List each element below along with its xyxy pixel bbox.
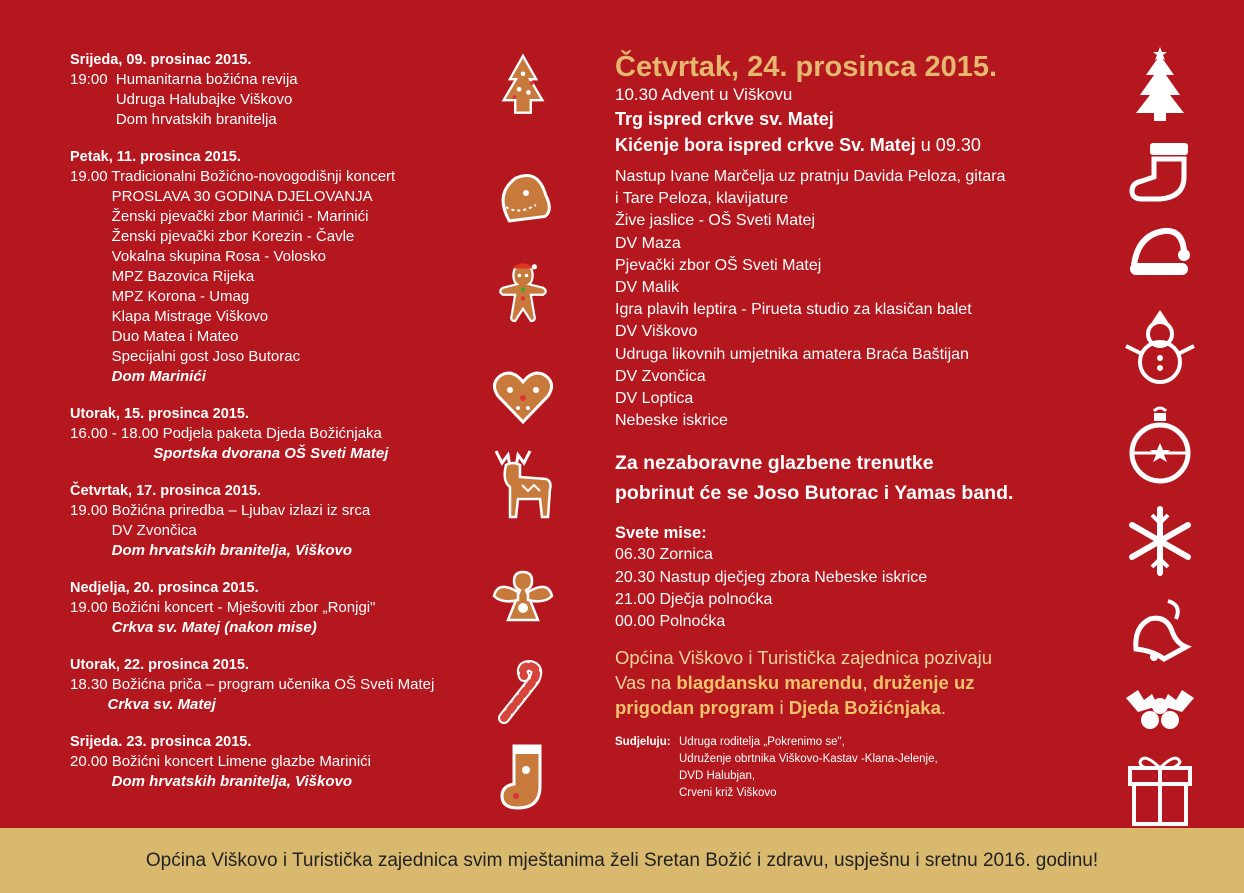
- candy-cane-icon: [488, 656, 558, 726]
- bells-icon: [1124, 593, 1196, 669]
- masses-block: [615, 522, 1115, 633]
- performer: DV Loptica: [615, 390, 694, 408]
- gift-icon: [1124, 750, 1196, 830]
- mass-item: 06.30 Zornica: [615, 546, 713, 564]
- gingerbread-heart-icon: [488, 362, 558, 432]
- event-line: PROSLAVA 30 GODINA DJELOVANJA: [70, 188, 373, 205]
- invite-line-1: Općina Viškovo i Turistička zajednica pozivaju: [615, 647, 993, 669]
- event-line: Klapa Mistrage Viškovo: [70, 308, 269, 325]
- gingerbread-tree-icon: [488, 52, 558, 122]
- event-line: Specijalni gost Joso Butorac: [70, 348, 301, 365]
- participant: Udruga roditelja „Pokrenimo se",: [679, 736, 845, 749]
- event-location: Crkva sv. Matej: [70, 696, 216, 713]
- snowflake-icon: [1124, 505, 1196, 577]
- invite-highlight: druženje uz: [872, 672, 975, 694]
- event-line: 19.00 Tradicionalni Božićno-novogodišnji koncert: [70, 168, 396, 185]
- christmas-tree-icon: [1124, 45, 1196, 125]
- highlight-line: Za nezaboravne glazbene trenutke: [615, 452, 934, 475]
- event-date: Četvrtak, 17. prosinca 2015.: [70, 483, 262, 499]
- event-dec-15: [70, 404, 490, 464]
- participant: Crveni križ Viškovo: [679, 787, 777, 800]
- event-line: Udruga Halubajke Viškovo: [70, 91, 293, 108]
- event-line: Vokalna skupina Rosa - Volosko: [70, 248, 326, 265]
- event-date: Nedjelja, 20. prosinca 2015.: [70, 580, 259, 596]
- invite-text: ,: [862, 672, 873, 694]
- main-date: Četvrtak, 24. prosinca 2015.: [615, 51, 998, 83]
- invite-highlight: Djeda Božićnjaka: [788, 697, 941, 719]
- mass-item: 20.30 Nastup dječjeg zbora Nebeske iskrice: [615, 568, 928, 586]
- highlight-block: [615, 448, 1115, 508]
- invite-line-3: [615, 695, 1115, 720]
- gingerbread-angel-icon: [488, 560, 558, 630]
- invite-text: .: [940, 697, 947, 719]
- mass-item: 21.00 Dječja polnoćka: [615, 590, 773, 608]
- invite-line-2: [615, 670, 1115, 695]
- footer-greeting: Općina Viškovo i Turistička zajednica svim mještanima želi Sretan Božić i zdravu, uspješnu i sretnu 2016. godinu!: [0, 828, 1244, 893]
- events-list: [70, 50, 490, 809]
- event-line: 19.00 Božićni koncert - Mješoviti zbor „Ronjgi": [70, 599, 376, 616]
- invite-text: i: [774, 697, 789, 719]
- event-location: Sportska dvorana OŠ Sveti Matej: [70, 445, 389, 462]
- performer: Nebeske iskrice: [615, 412, 728, 430]
- event-date: Srijeda, 09. prosinac 2015.: [70, 52, 252, 68]
- event-line: 16.00 - 18.00 Podjela paketa Djeda Božićnjaka: [70, 425, 382, 442]
- event-line: MPZ Bazovica Rijeka: [70, 268, 255, 285]
- event-dec-22: [70, 655, 490, 715]
- participant: DVD Halubjan,: [679, 770, 756, 783]
- masses-title: Svete mise:: [615, 524, 707, 543]
- event-location: Crkva sv. Matej (nakon mise): [70, 619, 317, 636]
- participants-list: [679, 734, 938, 802]
- event-dec-09: [70, 50, 490, 130]
- event-line: Duo Matea i Mateo: [70, 328, 239, 345]
- event-line: 19:00 Humanitarna božićna revija: [70, 71, 298, 88]
- gingerbread-bell-icon: [488, 165, 558, 235]
- tree-decorating-bold: Kićenje bora ispred crkve Sv. Matej: [615, 135, 916, 155]
- performer: Pjevački zbor OŠ Sveti Matej: [615, 256, 822, 274]
- ornament-icon: [1124, 405, 1196, 485]
- tree-decorating-time: u 09.30: [915, 135, 981, 155]
- event-date: Srijeda. 23. prosinca 2015.: [70, 734, 252, 750]
- gingerbread-reindeer-icon: [488, 445, 558, 525]
- performer: Igra plavih leptira - Pirueta studio za klasičan balet: [615, 301, 972, 319]
- participant: Udruženje obrtnika Viškovo-Kastav -Klana-Jelenje,: [679, 753, 938, 766]
- event-line: Dom hrvatskih branitelja: [70, 111, 277, 128]
- gingerbread-man-icon: [488, 258, 558, 328]
- participants-label: Sudjeluju:: [615, 736, 671, 749]
- event-location: Dom hrvatskih branitelja, Viškovo: [70, 542, 353, 559]
- invitation: [615, 645, 1115, 720]
- event-line: 19.00 Božićna priredba – Ljubav izlazi iz srca: [70, 502, 371, 519]
- invite-text: Vas na: [615, 672, 677, 694]
- event-line: DV Zvončica: [70, 522, 197, 539]
- tree-decorating-line: [615, 132, 1115, 158]
- performer: Žive jaslice - OŠ Sveti Matej: [615, 212, 816, 230]
- event-line: MPZ Korona - Umag: [70, 288, 250, 305]
- performer: i Tare Peloza, klavijature: [615, 190, 789, 208]
- place-line: Trg ispred crkve sv. Matej: [615, 109, 834, 129]
- invite-highlight: prigodan program: [615, 697, 775, 719]
- event-date: Petak, 11. prosinca 2015.: [70, 149, 241, 165]
- stocking-icon: [1124, 137, 1196, 209]
- event-date: Utorak, 15. prosinca 2015.: [70, 406, 249, 422]
- highlight-line: pobrinut će se Joso Butorac i Yamas band.: [615, 482, 1014, 505]
- santa-hat-icon: [1124, 215, 1196, 287]
- event-line: 18.30 Božićna priča – program učenika OŠ Sveti Matej: [70, 676, 435, 693]
- event-location: Dom Marinići: [70, 368, 206, 385]
- performer: Nastup Ivane Marčelja uz pratnju Davida Peloza, gitara: [615, 168, 1006, 185]
- event-line: 20.00 Božićni koncert Limene glazbe Marinići: [70, 753, 371, 770]
- performer: DV Zvončica: [615, 367, 706, 385]
- main-event: [615, 50, 1115, 802]
- participants: [615, 734, 1115, 802]
- event-line: Ženski pjevački zbor Marinići - Marinići: [70, 208, 369, 225]
- performers-list: [615, 166, 1115, 432]
- mass-item: 00.00 Polnoćka: [615, 613, 726, 631]
- event-dec-23: [70, 732, 490, 792]
- event-location: Dom hrvatskih branitelja, Viškovo: [70, 773, 353, 790]
- gingerbread-stocking-icon: [488, 740, 558, 815]
- event-dec-20: [70, 578, 490, 638]
- event-dec-11: [70, 147, 490, 387]
- performer: DV Malik: [615, 279, 680, 297]
- snowman-icon: [1124, 310, 1196, 388]
- holly-icon: [1124, 678, 1196, 738]
- invite-highlight: blagdansku marendu: [676, 672, 863, 694]
- event-dec-17: [70, 481, 490, 561]
- performer: DV Maza: [615, 234, 681, 252]
- event-line: Ženski pjevački zbor Korezin - Čavle: [70, 228, 355, 245]
- performer: Udruga likovnih umjetnika amatera Braća Baštijan: [615, 345, 969, 363]
- performer: DV Viškovo: [615, 323, 698, 341]
- event-date: Utorak, 22. prosinca 2015.: [70, 657, 249, 673]
- advent-line: 10.30 Advent u Viškovu: [615, 85, 793, 104]
